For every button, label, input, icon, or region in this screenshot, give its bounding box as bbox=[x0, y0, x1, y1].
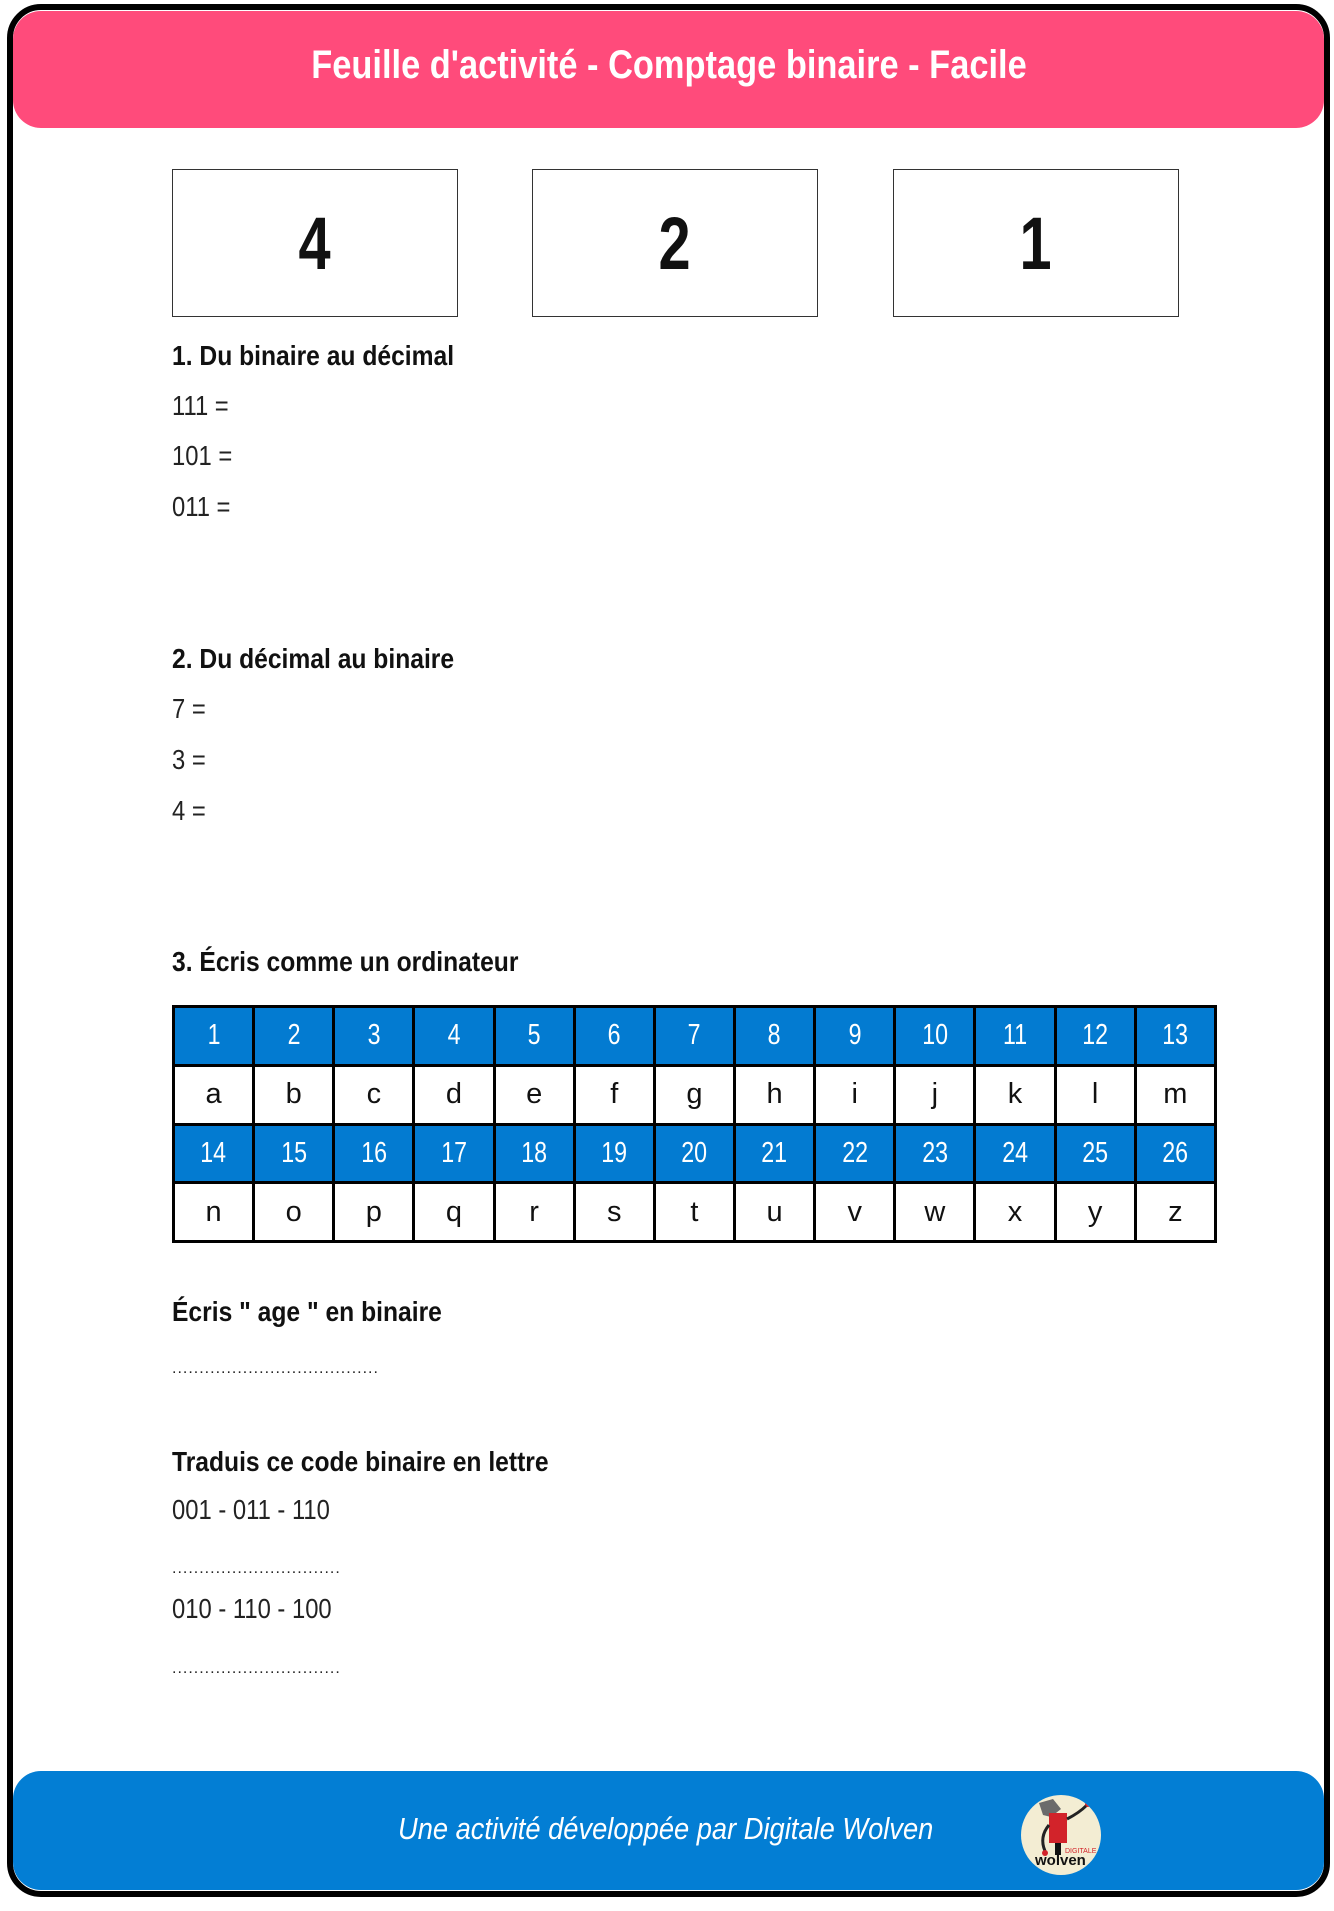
write-age-title: Écris " age " en binaire bbox=[172, 1296, 442, 1327]
place-value-box-2 bbox=[532, 169, 818, 317]
letter-cell bbox=[174, 1065, 254, 1124]
cell-text: 9 bbox=[848, 1019, 862, 1052]
cell-text: 22 bbox=[841, 1136, 868, 1169]
cell-text: b bbox=[285, 1078, 302, 1111]
section-2-title: 2. Du décimal au binaire bbox=[172, 643, 455, 674]
letter-cell bbox=[654, 1183, 734, 1242]
cell-text: n bbox=[205, 1195, 222, 1228]
cell-text: 13 bbox=[1162, 1019, 1189, 1052]
cell-text: p bbox=[365, 1195, 382, 1228]
page-title: Feuille d'activité - Comptage binaire - Facile bbox=[310, 43, 1027, 87]
exercise-line: 7 = bbox=[172, 693, 206, 724]
answer-line[interactable]: ............................... bbox=[172, 1560, 341, 1577]
cell-text: 16 bbox=[360, 1136, 387, 1169]
letter-cell bbox=[414, 1065, 494, 1124]
letter-cell bbox=[895, 1183, 975, 1242]
cell-text: w bbox=[924, 1195, 946, 1228]
wolf-robot-icon bbox=[1021, 1795, 1101, 1875]
number-cell bbox=[174, 1007, 254, 1066]
number-cell bbox=[494, 1124, 574, 1183]
cell-text: 14 bbox=[200, 1136, 227, 1169]
binary-code-line: 010 - 110 - 100 bbox=[172, 1593, 332, 1624]
cell-text: 10 bbox=[921, 1019, 948, 1052]
letter-cell bbox=[815, 1065, 895, 1124]
letter-row bbox=[174, 1183, 1216, 1242]
letter-cell bbox=[494, 1065, 574, 1124]
letter-row bbox=[174, 1065, 1216, 1124]
number-cell bbox=[975, 1007, 1055, 1066]
cell-text: c bbox=[366, 1078, 382, 1111]
letter-cell bbox=[334, 1065, 414, 1124]
letter-cell bbox=[1055, 1065, 1135, 1124]
number-cell bbox=[734, 1124, 814, 1183]
cell-text: 11 bbox=[1002, 1019, 1028, 1052]
letter-cell bbox=[975, 1183, 1055, 1242]
cell-text: m bbox=[1163, 1078, 1188, 1111]
place-value-box-1 bbox=[893, 169, 1179, 317]
cell-text: k bbox=[1007, 1078, 1023, 1111]
alphabet-code-table bbox=[172, 1005, 1217, 1243]
number-cell bbox=[654, 1124, 734, 1183]
letter-cell bbox=[1135, 1183, 1215, 1242]
cell-text: 15 bbox=[280, 1136, 307, 1169]
cell-text: h bbox=[766, 1078, 783, 1111]
cell-text: j bbox=[931, 1078, 939, 1111]
page-footer bbox=[13, 1771, 1324, 1890]
number-cell bbox=[895, 1007, 975, 1066]
cell-text: s bbox=[607, 1195, 622, 1228]
letter-cell bbox=[254, 1183, 334, 1242]
exercise-line: 3 = bbox=[172, 744, 206, 775]
cell-text: 19 bbox=[601, 1136, 628, 1169]
number-cell bbox=[1135, 1007, 1215, 1066]
number-cell bbox=[254, 1007, 334, 1066]
letter-cell bbox=[414, 1183, 494, 1242]
place-value: 1 bbox=[1019, 201, 1053, 285]
cell-text: o bbox=[285, 1195, 302, 1228]
cell-text: 20 bbox=[681, 1136, 708, 1169]
number-cell bbox=[574, 1124, 654, 1183]
exercise-line: 111 = bbox=[172, 390, 229, 421]
number-cell bbox=[174, 1124, 254, 1183]
cell-text: z bbox=[1168, 1195, 1183, 1228]
cell-text: g bbox=[686, 1078, 703, 1111]
cell-text: v bbox=[847, 1195, 862, 1228]
cell-text: 25 bbox=[1082, 1136, 1109, 1169]
number-cell bbox=[414, 1007, 494, 1066]
section-1-title: 1. Du binaire au décimal bbox=[172, 340, 455, 371]
number-cell bbox=[895, 1124, 975, 1183]
cell-text: 7 bbox=[687, 1019, 701, 1052]
cell-text: d bbox=[445, 1078, 463, 1111]
letter-cell bbox=[494, 1183, 574, 1242]
cell-text: r bbox=[529, 1195, 539, 1228]
cell-text: u bbox=[766, 1195, 783, 1228]
svg-text:wolven: wolven bbox=[1035, 1852, 1086, 1869]
letter-cell bbox=[975, 1065, 1055, 1124]
footer-credit: Une activité développée par Digitale Wolven bbox=[398, 1811, 934, 1846]
cell-text: e bbox=[526, 1078, 543, 1111]
page-header bbox=[13, 11, 1324, 128]
place-value-box-4 bbox=[172, 169, 458, 317]
number-cell bbox=[334, 1124, 414, 1183]
svg-text:DIGITALE: DIGITALE bbox=[1065, 1848, 1097, 1855]
number-cell bbox=[1055, 1124, 1135, 1183]
number-row bbox=[174, 1124, 1216, 1183]
cell-text: 1 bbox=[207, 1019, 221, 1052]
number-cell bbox=[334, 1007, 414, 1066]
number-cell bbox=[654, 1007, 734, 1066]
letter-cell bbox=[895, 1065, 975, 1124]
cell-text: 18 bbox=[521, 1136, 548, 1169]
letter-cell bbox=[334, 1183, 414, 1242]
cell-text: i bbox=[851, 1078, 858, 1111]
number-row bbox=[174, 1007, 1216, 1066]
cell-text: l bbox=[1091, 1078, 1099, 1111]
number-cell bbox=[574, 1007, 654, 1066]
number-cell bbox=[1135, 1124, 1215, 1183]
letter-cell bbox=[734, 1065, 814, 1124]
number-cell bbox=[1055, 1007, 1135, 1066]
place-value: 4 bbox=[298, 201, 332, 285]
letter-cell bbox=[654, 1065, 734, 1124]
cell-text: 5 bbox=[527, 1019, 541, 1052]
cell-text: t bbox=[690, 1195, 699, 1228]
number-cell bbox=[815, 1007, 895, 1066]
exercise-line: 011 = bbox=[172, 491, 231, 522]
letter-cell bbox=[174, 1183, 254, 1242]
cell-text: 12 bbox=[1082, 1019, 1109, 1052]
cell-text: x bbox=[1007, 1195, 1023, 1228]
letter-cell bbox=[574, 1065, 654, 1124]
answer-line[interactable]: ...................................... bbox=[172, 1360, 379, 1377]
cell-text: 23 bbox=[921, 1136, 948, 1169]
cell-text: 21 bbox=[761, 1136, 788, 1169]
section-3-title: 3. Écris comme un ordinateur bbox=[172, 946, 519, 977]
letter-cell bbox=[815, 1183, 895, 1242]
cell-text: 6 bbox=[607, 1019, 621, 1052]
number-cell bbox=[975, 1124, 1055, 1183]
number-cell bbox=[254, 1124, 334, 1183]
translate-title: Traduis ce code binaire en lettre bbox=[172, 1446, 549, 1477]
number-cell bbox=[815, 1124, 895, 1183]
cell-text: y bbox=[1087, 1195, 1103, 1228]
exercise-line: 4 = bbox=[172, 795, 206, 826]
place-value: 2 bbox=[658, 201, 692, 285]
digitale-wolven-logo-icon bbox=[1021, 1795, 1101, 1875]
number-cell bbox=[734, 1007, 814, 1066]
letter-cell bbox=[1135, 1065, 1215, 1124]
cell-text: f bbox=[610, 1078, 619, 1111]
cell-text: 26 bbox=[1162, 1136, 1189, 1169]
exercise-line: 101 = bbox=[172, 440, 233, 471]
cell-text: 17 bbox=[441, 1136, 467, 1169]
cell-text: 4 bbox=[447, 1019, 461, 1052]
letter-cell bbox=[1055, 1183, 1135, 1242]
letter-cell bbox=[734, 1183, 814, 1242]
answer-line[interactable]: ............................... bbox=[172, 1660, 341, 1677]
number-cell bbox=[494, 1007, 574, 1066]
letter-cell bbox=[254, 1065, 334, 1124]
cell-text: q bbox=[445, 1195, 463, 1228]
number-cell bbox=[414, 1124, 494, 1183]
cell-text: 24 bbox=[1002, 1136, 1028, 1169]
cell-text: 2 bbox=[287, 1019, 301, 1052]
cell-text: 8 bbox=[768, 1019, 782, 1052]
letter-cell bbox=[574, 1183, 654, 1242]
cell-text: 3 bbox=[367, 1019, 381, 1052]
binary-code-line: 001 - 011 - 110 bbox=[172, 1494, 330, 1525]
cell-text: a bbox=[205, 1078, 222, 1111]
